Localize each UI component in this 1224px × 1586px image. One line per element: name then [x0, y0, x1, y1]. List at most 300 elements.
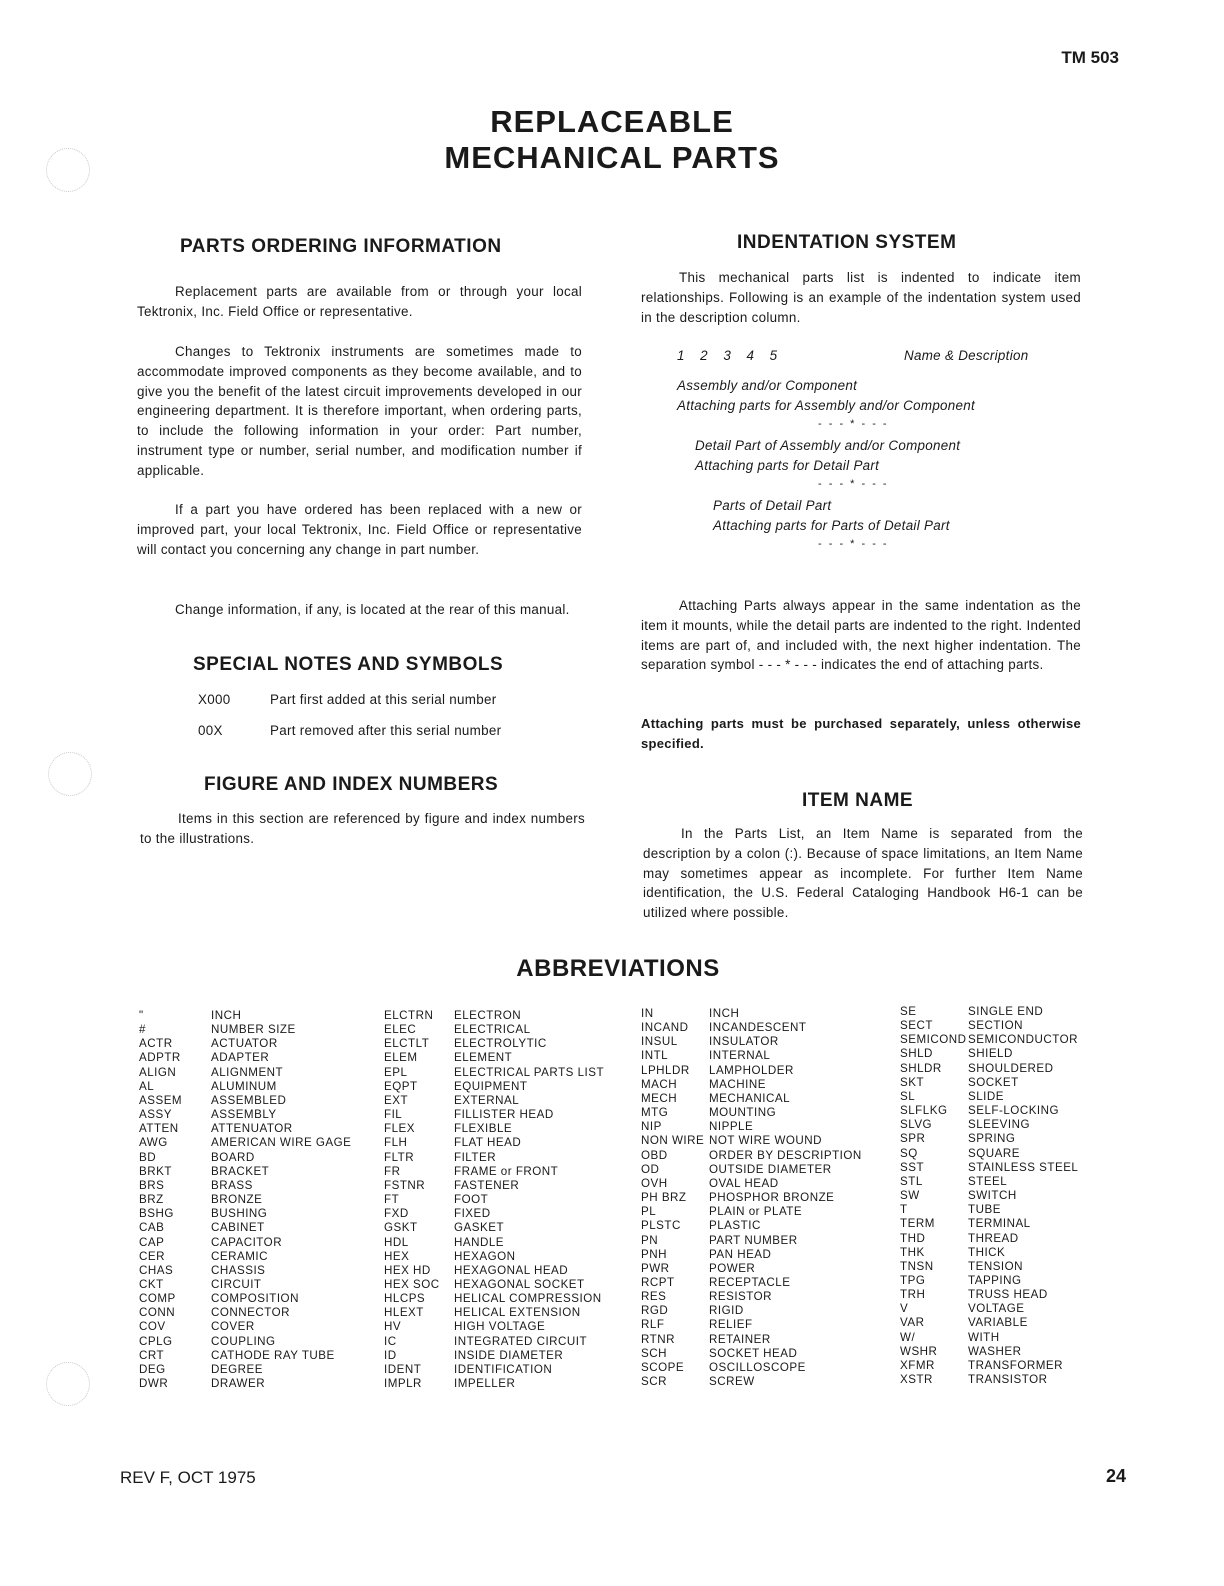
abbreviation-code: ACTR — [139, 1037, 173, 1051]
abbreviation-code: CRT — [139, 1348, 165, 1362]
indentation-paragraph-1 — [641, 268, 1081, 327]
abbreviation-code: BRKT — [139, 1164, 172, 1178]
abbreviation-row — [641, 1092, 862, 1106]
ordering-paragraph-4 — [137, 600, 582, 620]
abbreviation-row — [900, 1005, 1078, 1019]
abbreviation-row — [900, 1373, 1078, 1387]
abbreviation-meaning: FOOT — [454, 1193, 489, 1207]
abbreviation-code: EQPT — [384, 1079, 418, 1093]
attaching-parts-note: Attaching parts must be purchased separately, unless otherwise specified. — [641, 716, 1081, 751]
abbreviation-row — [900, 1019, 1078, 1033]
abbreviation-meaning: COVER — [211, 1320, 255, 1334]
abbreviation-meaning: BRONZE — [211, 1193, 263, 1207]
abbreviation-meaning: RESISTOR — [709, 1290, 773, 1304]
abbreviation-meaning: OVAL HEAD — [709, 1176, 779, 1190]
abbreviation-row — [384, 1349, 604, 1363]
abbreviation-row — [900, 1203, 1078, 1217]
abbreviation-meaning: SELF-LOCKING — [968, 1104, 1060, 1118]
abbreviation-meaning: FILLISTER HEAD — [454, 1108, 554, 1122]
abbreviation-meaning: COMPOSITION — [211, 1292, 299, 1306]
abbreviation-code: SCH — [641, 1346, 667, 1360]
abbreviation-meaning: ADAPTER — [211, 1051, 270, 1065]
abbreviation-code: IDENT — [384, 1362, 422, 1376]
abbreviation-meaning: RECEPTACLE — [709, 1275, 791, 1289]
abbreviation-row — [384, 1236, 604, 1250]
abbreviation-meaning: ELECTRICAL — [454, 1023, 531, 1037]
abbreviation-code: SKT — [900, 1075, 925, 1089]
abbreviation-row — [641, 1361, 862, 1375]
abbreviation-meaning: CIRCUIT — [211, 1277, 262, 1291]
abbreviation-row — [384, 1320, 604, 1334]
abbreviation-row — [139, 1051, 351, 1065]
abbreviation-code: FR — [384, 1164, 401, 1178]
abbreviation-meaning: SLIDE — [968, 1089, 1005, 1103]
abbreviation-meaning: HEXAGONAL HEAD — [454, 1263, 569, 1277]
abbreviation-code: STL — [900, 1174, 923, 1188]
abbreviation-code: CPLG — [139, 1334, 173, 1348]
abbreviation-code: ELCTLT — [384, 1037, 430, 1051]
abbreviation-meaning: ALIGNMENT — [211, 1065, 284, 1079]
abbreviation-row — [384, 1377, 604, 1391]
abbreviation-meaning: MOUNTING — [709, 1106, 777, 1120]
abbreviation-code: IMPLR — [384, 1377, 422, 1391]
abbreviation-code: OD — [641, 1162, 660, 1176]
abbreviation-code: ELEC — [384, 1023, 417, 1037]
abbreviation-code: FLEX — [384, 1122, 415, 1136]
abbreviation-row — [384, 1335, 604, 1349]
abbreviation-code: AL — [139, 1079, 155, 1093]
figure-index-heading: FIGURE AND INDEX NUMBERS — [204, 774, 499, 795]
document-id: TM 503 — [1061, 48, 1119, 67]
abbreviation-row — [384, 1264, 604, 1278]
abbreviation-row — [641, 1290, 862, 1304]
abbreviation-meaning: SHOULDERED — [968, 1061, 1054, 1075]
abbreviation-code: PLSTC — [641, 1219, 681, 1233]
abbreviation-code: MACH — [641, 1077, 678, 1091]
abbreviation-code: FIL — [384, 1108, 403, 1122]
abbreviation-code: VAR — [900, 1316, 925, 1330]
abbreviation-meaning: SCREW — [709, 1375, 755, 1389]
abbreviation-code: SLFLKG — [900, 1104, 948, 1118]
abbreviation-row — [641, 1318, 862, 1332]
abbreviation-meaning: WITH — [968, 1330, 1000, 1344]
abbreviation-row — [384, 1207, 604, 1221]
abbreviation-meaning: VOLTAGE — [968, 1302, 1025, 1316]
abbreviation-meaning: OUTSIDE DIAMETER — [709, 1162, 832, 1176]
abbreviation-meaning: STEEL — [968, 1174, 1008, 1188]
abbreviation-row — [641, 1219, 862, 1233]
abbreviation-code: HLCPS — [384, 1292, 426, 1306]
abbreviations-column-4 — [900, 1005, 1078, 1387]
abbreviation-row — [900, 1345, 1078, 1359]
abbreviation-row — [384, 1009, 604, 1023]
indentation-paragraph-2 — [641, 596, 1081, 675]
abbreviation-code: V — [900, 1302, 909, 1316]
abbreviation-meaning: HANDLE — [454, 1235, 505, 1249]
symbol-00x-desc: Part removed after this serial number — [270, 723, 502, 738]
abbreviation-code: CER — [139, 1249, 165, 1263]
abbreviation-meaning: SHIELD — [968, 1047, 1013, 1061]
abbreviation-row — [139, 1151, 351, 1165]
abbreviation-meaning: FILTER — [454, 1150, 497, 1164]
abbreviation-code: ID — [384, 1348, 397, 1362]
abbreviation-code: SLVG — [900, 1118, 933, 1132]
abbreviation-code: MTG — [641, 1106, 669, 1120]
abbreviation-meaning: PLASTIC — [709, 1219, 761, 1233]
abbreviation-meaning: INCH — [709, 1007, 740, 1020]
abbreviation-row — [384, 1037, 604, 1051]
abbreviation-row — [384, 1151, 604, 1165]
abbreviation-row — [139, 1278, 351, 1292]
abbreviation-meaning: ELECTRICAL PARTS LIST — [454, 1065, 605, 1079]
abbreviation-code: " — [139, 1009, 144, 1022]
abbreviation-row — [139, 1122, 351, 1136]
abbreviation-row — [900, 1175, 1078, 1189]
indent-levels: 1 2 3 4 5 — [677, 348, 784, 363]
abbreviation-code: ALIGN — [139, 1065, 177, 1079]
page-title-line1: REPLACEABLE — [490, 104, 734, 139]
abbreviation-code: XSTR — [900, 1373, 933, 1387]
abbreviation-meaning: POWER — [709, 1261, 756, 1275]
abbreviation-code: FSTNR — [384, 1178, 426, 1192]
ordering-paragraph-2 — [137, 342, 582, 481]
abbreviation-meaning: SWITCH — [968, 1189, 1017, 1203]
item-name-paragraph — [643, 824, 1083, 923]
abbreviation-code: ASSY — [139, 1108, 172, 1122]
abbreviation-row — [384, 1221, 604, 1235]
abbreviation-row — [641, 1007, 862, 1021]
abbreviation-code: PL — [641, 1205, 657, 1219]
abbreviation-code: NON WIRE — [641, 1134, 705, 1148]
abbreviation-meaning: IMPELLER — [454, 1377, 516, 1391]
abbreviation-row — [139, 1136, 351, 1150]
abbreviation-row — [641, 1078, 862, 1092]
indent-level2-a: Detail Part of Assembly and/or Component — [695, 438, 961, 453]
abbreviation-meaning: INSIDE DIAMETER — [454, 1348, 564, 1362]
abbreviation-meaning: RIGID — [709, 1304, 744, 1318]
abbreviation-meaning: PAN HEAD — [709, 1247, 772, 1261]
abbreviation-row — [641, 1064, 862, 1078]
abbreviation-meaning: STAINLESS STEEL — [968, 1160, 1079, 1174]
abbreviation-row — [384, 1136, 604, 1150]
abbreviation-row — [139, 1292, 351, 1306]
abbreviation-row — [641, 1106, 862, 1120]
indent-level1-a: Assembly and/or Component — [677, 378, 858, 393]
abbreviation-code: RGD — [641, 1304, 669, 1318]
abbreviation-row — [384, 1066, 604, 1080]
abbreviation-code: FXD — [384, 1207, 409, 1221]
abbreviation-row — [139, 1236, 351, 1250]
abbreviation-code: SEMICOND — [900, 1033, 967, 1047]
abbreviation-code: RLF — [641, 1318, 665, 1332]
abbreviation-code: SCOPE — [641, 1360, 685, 1374]
abbreviation-code: CAB — [139, 1221, 165, 1235]
abbreviation-row — [900, 1359, 1078, 1373]
ordering-paragraph-1 — [137, 282, 582, 322]
separator-symbol-2: - - - * - - - — [818, 478, 889, 490]
abbreviation-meaning: COUPLING — [211, 1334, 276, 1348]
abbreviation-meaning: SECTION — [968, 1019, 1024, 1033]
abbreviation-meaning: ELECTRON — [454, 1009, 522, 1022]
abbreviation-row — [900, 1288, 1078, 1302]
abbreviation-meaning: BUSHING — [211, 1207, 268, 1221]
abbreviation-meaning: CAPACITOR — [211, 1235, 283, 1249]
figure-index-text: Items in this section are referenced by figure and index numbers to the illustrations. — [140, 811, 585, 846]
abbreviation-row — [641, 1333, 862, 1347]
abbreviation-meaning: NOT WIRE WOUND — [709, 1134, 823, 1148]
abbreviation-meaning: CATHODE RAY TUBE — [211, 1348, 335, 1362]
abbreviation-row — [139, 1349, 351, 1363]
item-name-heading: ITEM NAME — [802, 790, 914, 811]
abbreviation-meaning: AMERICAN WIRE GAGE — [211, 1136, 352, 1150]
abbreviation-row — [900, 1132, 1078, 1146]
abbreviation-row — [641, 1248, 862, 1262]
abbreviation-meaning: WASHER — [968, 1344, 1022, 1358]
abbreviation-code: SHLDR — [900, 1061, 942, 1075]
abbreviation-meaning: SINGLE END — [968, 1005, 1044, 1018]
abbreviation-meaning: HELICAL COMPRESSION — [454, 1292, 602, 1306]
abbreviation-meaning: FRAME or FRONT — [454, 1164, 559, 1178]
punch-hole-middle — [48, 752, 92, 796]
indentation-p2-text: Attaching Parts always appear in the same indentation as the item it mounts, while the detail parts are indented to the right. Indented items are part of, and included with, the next higher indentation. The separation symbol - - - * - - - indicates the end of attaching parts. — [641, 598, 1081, 673]
abbreviation-row — [139, 1165, 351, 1179]
abbreviation-meaning: IDENTIFICATION — [454, 1362, 553, 1376]
abbreviation-meaning: EQUIPMENT — [454, 1079, 528, 1093]
abbreviation-meaning: NUMBER SIZE — [211, 1023, 296, 1037]
abbreviation-row — [384, 1108, 604, 1122]
abbreviation-code: TRH — [900, 1288, 926, 1302]
abbreviation-code: AWG — [139, 1136, 168, 1150]
abbreviation-row — [900, 1316, 1078, 1330]
abbreviation-meaning: FLEXIBLE — [454, 1122, 513, 1136]
abbreviation-code: CONN — [139, 1306, 176, 1320]
abbreviation-meaning: ACTUATOR — [211, 1037, 278, 1051]
abbreviation-code: DEG — [139, 1362, 166, 1376]
indentation-heading: INDENTATION SYSTEM — [737, 232, 957, 253]
abbreviation-row — [384, 1023, 604, 1037]
abbreviation-row — [384, 1363, 604, 1377]
abbreviation-code: INCAND — [641, 1021, 689, 1035]
abbreviation-row — [139, 1108, 351, 1122]
abbreviation-meaning: TENSION — [968, 1259, 1024, 1273]
abbreviation-code: ELEM — [384, 1051, 418, 1065]
abbreviation-row — [641, 1375, 862, 1389]
abbreviation-code: SL — [900, 1089, 916, 1103]
parts-ordering-heading: PARTS ORDERING INFORMATION — [180, 236, 502, 257]
abbreviation-row — [900, 1217, 1078, 1231]
abbreviation-code: SE — [900, 1005, 917, 1018]
abbreviation-meaning: EXTERNAL — [454, 1093, 520, 1107]
abbreviation-meaning: ORDER BY DESCRIPTION — [709, 1148, 862, 1162]
abbreviation-code: SW — [900, 1189, 920, 1203]
abbreviation-row — [641, 1191, 862, 1205]
abbreviation-code: CKT — [139, 1277, 164, 1291]
abbreviation-row — [641, 1134, 862, 1148]
abbreviation-code: EPL — [384, 1065, 408, 1079]
abbreviation-code: HEX SOC — [384, 1277, 440, 1291]
ordering-p2-text: Changes to Tektronix instruments are sometimes made to accommodate improved components as they become available, and to give you the benefit of the latest circuit improvements developed in our engineering department. It is therefore important, when ordering parts, to include the following information in your order: Part number, instrument type or number, serial number, and modification number if applicable. — [137, 344, 582, 478]
abbreviation-code: # — [139, 1023, 146, 1037]
abbreviation-meaning: CONNECTOR — [211, 1306, 291, 1320]
abbreviation-code: DWR — [139, 1377, 169, 1391]
abbreviation-code: ASSEM — [139, 1093, 183, 1107]
abbreviation-row — [139, 1023, 351, 1037]
abbreviation-code: BD — [139, 1150, 157, 1164]
abbreviation-row — [900, 1147, 1078, 1161]
abbreviation-row — [900, 1331, 1078, 1345]
abbreviation-row — [900, 1104, 1078, 1118]
abbreviation-row — [900, 1076, 1078, 1090]
abbreviation-meaning: PHOSPHOR BRONZE — [709, 1191, 835, 1205]
abbreviation-meaning: TRUSS HEAD — [968, 1288, 1048, 1302]
abbreviation-meaning: SQUARE — [968, 1146, 1020, 1160]
abbreviation-row — [900, 1246, 1078, 1260]
abbreviations-column-2 — [384, 1009, 604, 1391]
abbreviation-meaning: CABINET — [211, 1221, 265, 1235]
abbreviation-meaning: NIPPLE — [709, 1120, 754, 1134]
abbreviation-code: PH BRZ — [641, 1191, 687, 1205]
abbreviation-meaning: TRANSISTOR — [968, 1373, 1048, 1387]
abbreviation-meaning: ATTENUATOR — [211, 1122, 293, 1136]
abbreviation-meaning: PART NUMBER — [709, 1233, 798, 1247]
abbreviation-code: XFMR — [900, 1358, 935, 1372]
abbreviation-row — [900, 1260, 1078, 1274]
abbreviation-code: GSKT — [384, 1221, 418, 1235]
abbreviation-row — [641, 1021, 862, 1035]
abbreviation-meaning: CERAMIC — [211, 1249, 268, 1263]
abbreviation-code: TERM — [900, 1217, 935, 1231]
abbreviation-code: HLEXT — [384, 1306, 424, 1320]
abbreviation-code: INTL — [641, 1049, 669, 1063]
abbreviation-meaning: RELIEF — [709, 1318, 753, 1332]
abbreviation-meaning: ELEMENT — [454, 1051, 513, 1065]
abbreviation-meaning: HIGH VOLTAGE — [454, 1320, 546, 1334]
abbreviation-meaning: SOCKET — [968, 1075, 1019, 1089]
abbreviation-code: COV — [139, 1320, 166, 1334]
abbreviation-row — [139, 1037, 351, 1051]
abbreviation-row — [641, 1177, 862, 1191]
abbreviation-row — [641, 1262, 862, 1276]
figure-index-paragraph — [140, 809, 585, 849]
symbol-x000: X000 — [198, 692, 231, 707]
abbreviation-row — [900, 1302, 1078, 1316]
abbreviation-code: SECT — [900, 1019, 933, 1033]
ordering-p4-text: Change information, if any, is located at the rear of this manual. — [175, 602, 570, 617]
abbreviation-meaning: FLAT HEAD — [454, 1136, 522, 1150]
abbreviation-code: COMP — [139, 1292, 176, 1306]
symbol-00x: 00X — [198, 723, 223, 738]
abbreviation-row — [139, 1094, 351, 1108]
abbreviation-meaning: SOCKET HEAD — [709, 1346, 798, 1360]
abbreviations-heading: ABBREVIATIONS — [516, 955, 720, 982]
abbreviation-code: OVH — [641, 1176, 668, 1190]
abbreviation-meaning: RETAINER — [709, 1332, 771, 1346]
abbreviation-code: RTNR — [641, 1332, 675, 1346]
abbreviation-row — [384, 1250, 604, 1264]
abbreviation-row — [384, 1193, 604, 1207]
abbreviation-row — [139, 1080, 351, 1094]
abbreviation-row — [384, 1306, 604, 1320]
abbreviation-meaning: TRANSFORMER — [968, 1358, 1064, 1372]
abbreviation-meaning: FASTENER — [454, 1178, 520, 1192]
abbreviations-column-1 — [139, 1009, 351, 1391]
abbreviation-row — [641, 1276, 862, 1290]
abbreviation-code: ATTEN — [139, 1122, 179, 1136]
name-description-label: Name & Description — [904, 348, 1029, 363]
abbreviation-meaning: PLAIN or PLATE — [709, 1205, 803, 1219]
abbreviation-row — [139, 1335, 351, 1349]
indent-level1-b: Attaching parts for Assembly and/or Component — [677, 398, 976, 413]
abbreviation-row — [384, 1278, 604, 1292]
abbreviation-row — [139, 1221, 351, 1235]
punch-hole-bottom — [46, 1362, 90, 1406]
abbreviation-meaning: INSULATOR — [709, 1035, 779, 1049]
abbreviation-row — [641, 1304, 862, 1318]
abbreviation-meaning: TAPPING — [968, 1273, 1022, 1287]
abbreviation-meaning: ASSEMBLY — [211, 1108, 277, 1122]
abbreviation-code: WSHR — [900, 1344, 938, 1358]
abbreviation-row — [139, 1363, 351, 1377]
abbreviation-meaning: THREAD — [968, 1231, 1019, 1245]
abbreviation-meaning: SEMICONDUCTOR — [968, 1033, 1078, 1047]
abbreviation-meaning: BRASS — [211, 1178, 253, 1192]
page-number: 24 — [1106, 1466, 1127, 1486]
abbreviation-code: ADPTR — [139, 1051, 181, 1065]
abbreviation-code: EXT — [384, 1093, 409, 1107]
abbreviation-code: CAP — [139, 1235, 165, 1249]
abbreviation-row — [900, 1161, 1078, 1175]
abbreviation-row — [641, 1347, 862, 1361]
abbreviation-code: THK — [900, 1245, 925, 1259]
indent-level2-b: Attaching parts for Detail Part — [695, 458, 880, 473]
abbreviation-code: SHLD — [900, 1047, 933, 1061]
abbreviation-meaning: INTERNAL — [709, 1049, 771, 1063]
abbreviation-code: FT — [384, 1193, 400, 1207]
abbreviation-row — [900, 1189, 1078, 1203]
abbreviation-code: CHAS — [139, 1263, 174, 1277]
abbreviation-meaning: INCH — [211, 1009, 242, 1022]
ordering-paragraph-3 — [137, 500, 582, 559]
separator-symbol-3: - - - * - - - — [818, 538, 889, 550]
abbreviation-meaning: SLEEVING — [968, 1118, 1030, 1132]
abbreviation-code: BRS — [139, 1178, 165, 1192]
abbreviation-row — [139, 1066, 351, 1080]
abbreviation-code: HEX HD — [384, 1263, 431, 1277]
abbreviation-code: NIP — [641, 1120, 662, 1134]
abbreviation-code: SCR — [641, 1375, 667, 1389]
abbreviation-meaning: CHASSIS — [211, 1263, 266, 1277]
abbreviation-meaning: HEXAGONAL SOCKET — [454, 1277, 585, 1291]
abbreviation-code: OBD — [641, 1148, 668, 1162]
abbreviation-row — [641, 1035, 862, 1049]
abbreviation-meaning: HELICAL EXTENSION — [454, 1306, 581, 1320]
abbreviation-row — [900, 1047, 1078, 1061]
abbreviation-row — [641, 1149, 862, 1163]
abbreviation-code: FLH — [384, 1136, 408, 1150]
abbreviation-code: PNH — [641, 1247, 667, 1261]
abbreviation-code: THD — [900, 1231, 926, 1245]
abbreviation-code: HV — [384, 1320, 402, 1334]
abbreviation-code: LPHLDR — [641, 1063, 690, 1077]
abbreviation-code: PWR — [641, 1261, 670, 1275]
abbreviation-meaning: ALUMINUM — [211, 1079, 277, 1093]
abbreviation-meaning: VARIABLE — [968, 1316, 1028, 1330]
abbreviation-meaning: INCANDESCENT — [709, 1021, 807, 1035]
abbreviation-code: ELCTRN — [384, 1009, 434, 1022]
abbreviation-row — [641, 1120, 862, 1134]
indentation-p1-text: This mechanical parts list is indented to indicate item relationships. Following is an example of the indentation system used in the description column. — [641, 270, 1081, 325]
abbreviation-code: W/ — [900, 1330, 916, 1344]
